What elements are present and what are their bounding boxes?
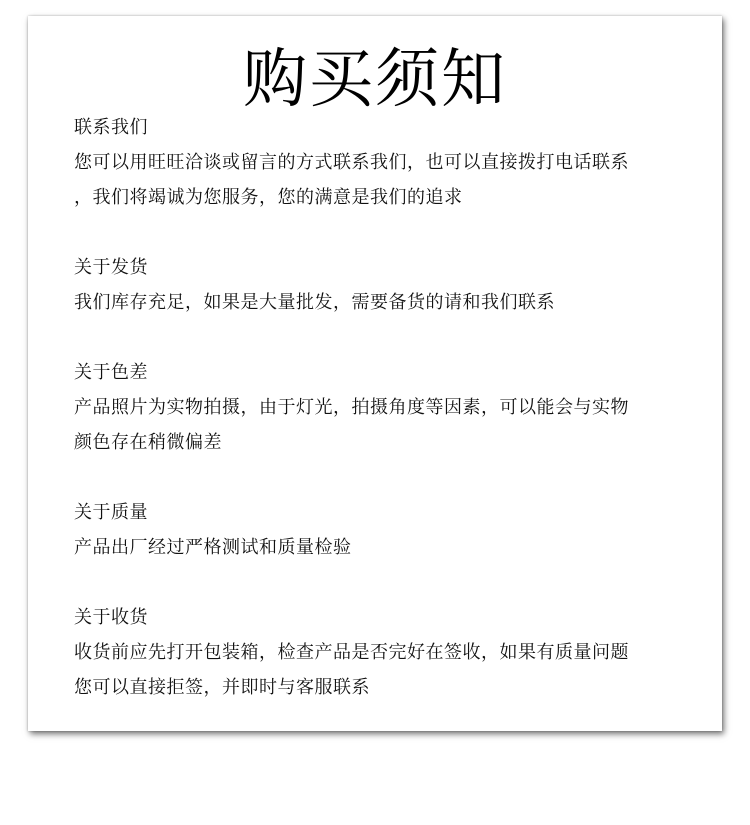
section-text-line: 产品出厂经过严格测试和质量检验 [74, 537, 352, 558]
section-receiving [74, 600, 694, 705]
section-quality [74, 495, 694, 565]
section-text-line: 收货前应先打开包装箱，检查产品是否完好在签收，如果有质量问题 [74, 642, 629, 663]
section-text-line: 您可以直接拒签，并即时与客服联系 [74, 677, 370, 698]
section-contact [74, 110, 694, 215]
section-text-line: 我们库存充足，如果是大量批发，需要备货的请和我们联系 [74, 292, 555, 313]
section-heading: 关于质量 [74, 502, 148, 523]
page-title: 购买须知 [243, 43, 507, 117]
section-heading: 联系我们 [74, 117, 148, 138]
section-text-line: 产品照片为实物拍摄，由于灯光，拍摄角度等因素，可以能会与实物 [74, 397, 629, 418]
notice-card [28, 16, 722, 731]
notice-content [74, 110, 694, 740]
section-shipping [74, 250, 694, 320]
section-heading: 关于发货 [74, 257, 148, 278]
section-text-line: 您可以用旺旺洽谈或留言的方式联系我们，也可以直接拨打电话联系 [74, 152, 629, 173]
section-color-difference [74, 355, 694, 460]
section-heading: 关于收货 [74, 607, 148, 628]
section-heading: 关于色差 [74, 362, 148, 383]
section-text-line: ，我们将竭诚为您服务，您的满意是我们的追求 [74, 187, 463, 208]
section-text-line: 颜色存在稍微偏差 [74, 432, 222, 453]
